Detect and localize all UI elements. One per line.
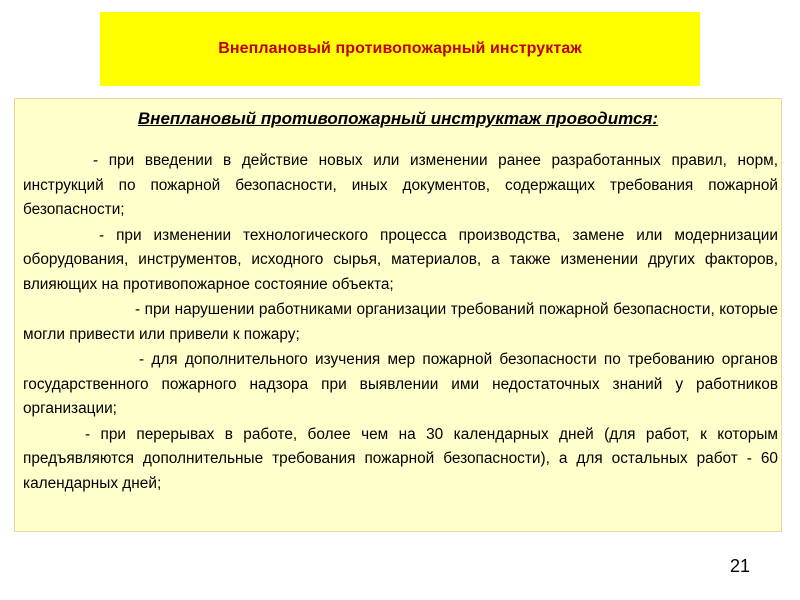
list-item: - для дополнительного изучения мер пожарной безопасности по требованию органов государственного пожарного надзора при выявлении ими недостаточных знаний у работников организации; — [23, 351, 778, 417]
slide-title-box — [100, 12, 700, 86]
list-item: - при нарушении работниками организации требований пожарной безопасности, которые могли привести или привели к пожару; — [23, 301, 778, 343]
item-list — [23, 149, 778, 496]
list-item: - при перерывах в работе, более чем на 30 календарных дней (для работ, к которым предъявляются дополнительные требования пожарной безопасности), а для остальных работ - 60 календарных дней; — [23, 425, 778, 492]
page-number: 21 — [730, 556, 751, 576]
list-item: - при изменении технологического процесса производства, замене или модернизации оборудования, инструментов, исходного сырья, материалов, а также изменении других факторов, влияющих на противопожарное состояние объекта; — [23, 226, 778, 293]
content-box — [14, 98, 782, 532]
list-item: - при введении в действие новых или изменении ранее разработанных правил, норм, инструкций по пожарной безопасности, иных документов, содержащих требования пожарной безопасности; — [23, 152, 778, 218]
content-subtitle: Внеплановый противопожарный инструктаж проводится: — [137, 109, 659, 128]
slide-title: Внеплановый противопожарный инструктаж — [218, 40, 582, 57]
